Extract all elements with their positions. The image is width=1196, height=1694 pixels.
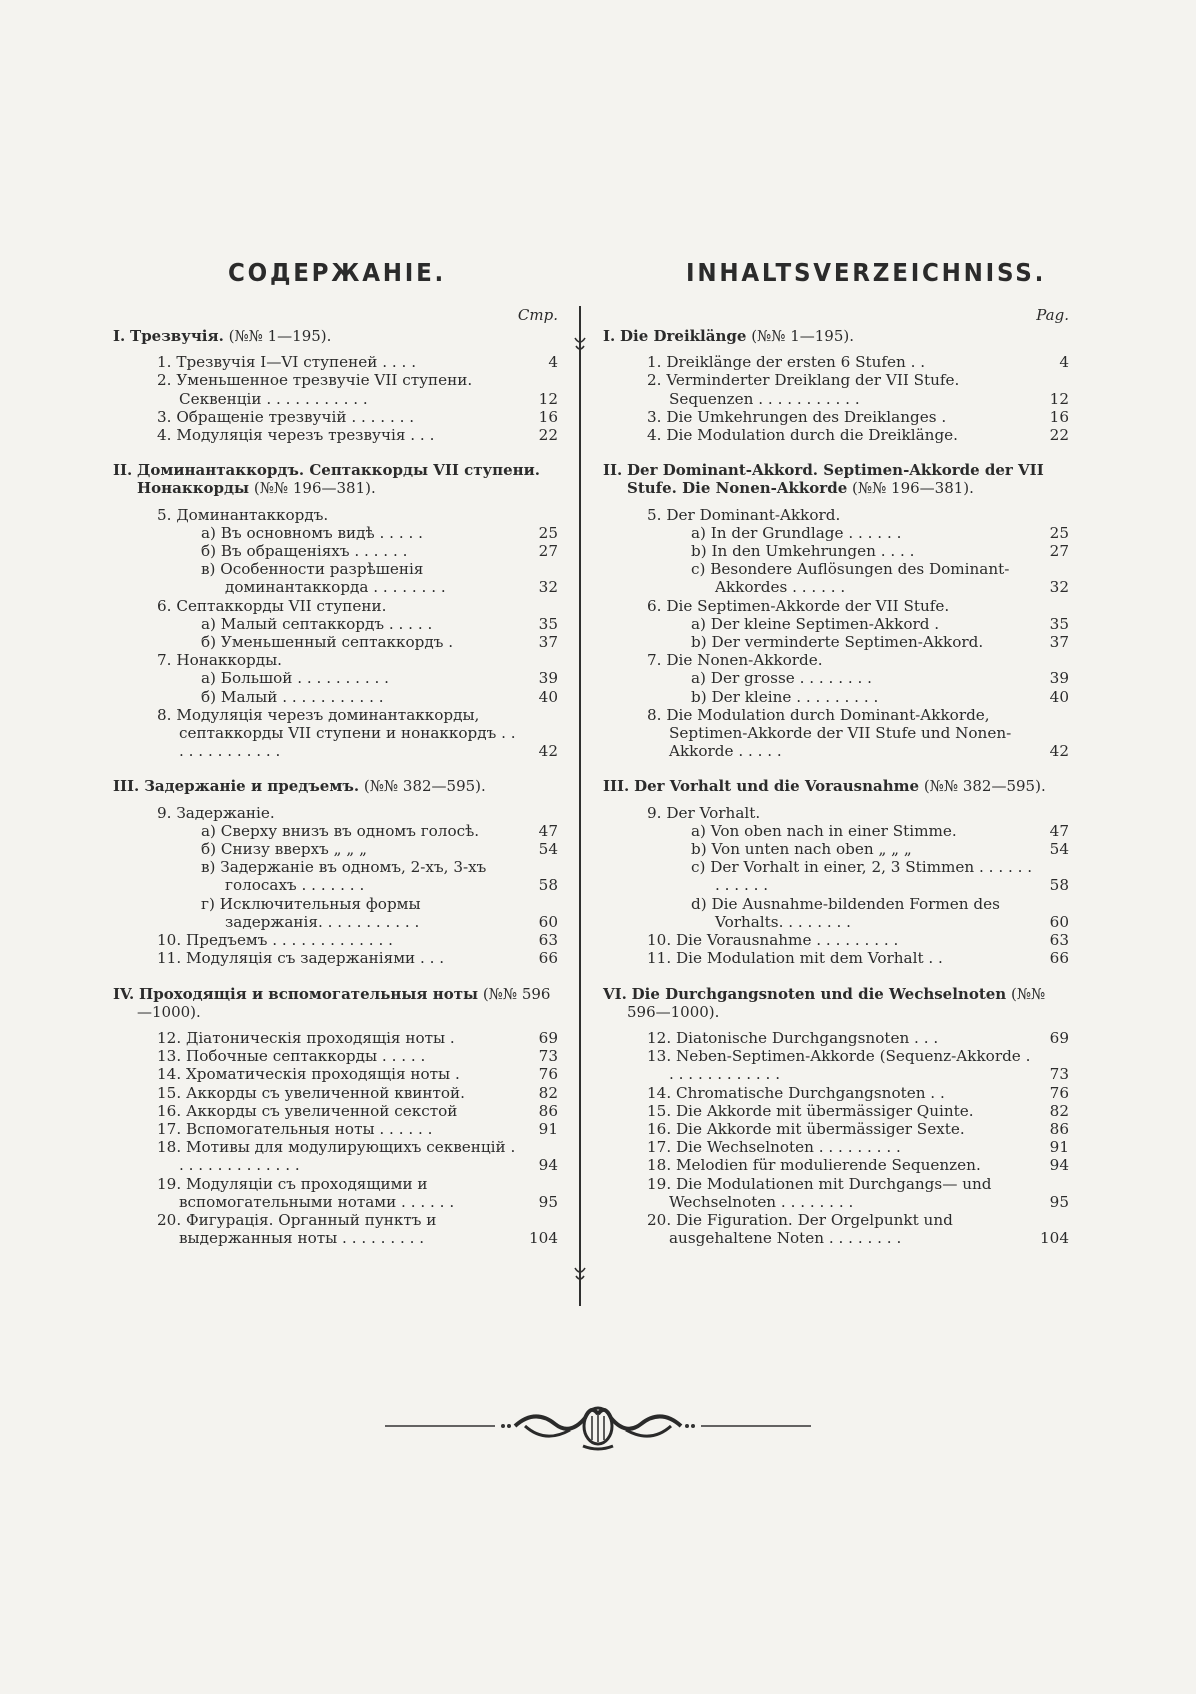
- entry-title: b) In den Umkehrungen . . . .: [691, 542, 915, 561]
- entry-title: d) Die Ausnahme-bildenden Formen des Vorhalts. . . . . . . .: [691, 894, 1000, 931]
- toc-entry[interactable]: [603, 840, 1069, 858]
- entry-title: a) Von oben nach in einer Stimme.: [691, 821, 957, 840]
- toc-entry[interactable]: [603, 524, 1069, 542]
- entry-page-number: 4: [548, 353, 558, 372]
- toc-entry[interactable]: [113, 858, 558, 894]
- toc-entry[interactable]: [113, 633, 558, 651]
- entry-page-number: 60: [538, 912, 558, 931]
- toc-entry[interactable]: [113, 1084, 558, 1102]
- entry-title: б) Уменьшенный септаккордъ .: [201, 633, 454, 652]
- entry-page-number: 104: [1040, 1229, 1069, 1248]
- entry-title: 4. Die Modulation durch die Dreiklänge.: [647, 426, 958, 445]
- entry-title: 14. Chromatische Durchgangsnoten . .: [647, 1083, 945, 1102]
- entry-page-number: 22: [538, 426, 558, 445]
- entry-title: а) Въ основномъ видѣ . . . . .: [201, 523, 423, 542]
- entry-title: 6. Die Septimen-Akkorde der VII Stufe.: [647, 596, 950, 615]
- entry-title: a) Der kleine Septimen-Akkord .: [691, 614, 940, 633]
- entry-title: 5. Der Dominant-Akkord.: [647, 505, 841, 524]
- section-heading: Проходящія и вспомогательныя ноты: [139, 984, 479, 1003]
- entry-title: 20. Фигурація. Органный пунктъ и выдержанныя ноты . . . . . . . . .: [157, 1210, 437, 1248]
- column-divider: [579, 306, 581, 1306]
- section-range: (№№ 196—381).: [253, 479, 376, 498]
- entry-page-number: 91: [1049, 1138, 1069, 1157]
- entry-page-number: 35: [1049, 614, 1069, 633]
- entry-page-number: 58: [1049, 876, 1069, 895]
- section-range: (№№ 196—381).: [852, 479, 974, 498]
- entry-page-number: 27: [538, 542, 558, 561]
- toc-entry[interactable]: [603, 822, 1069, 840]
- entry-page-number: 86: [1049, 1119, 1069, 1138]
- entry-page-number: 76: [1049, 1083, 1069, 1102]
- toc-entry[interactable]: [603, 506, 1069, 524]
- section-number: III.: [113, 777, 140, 796]
- entry-page-number: 16: [1049, 407, 1069, 426]
- toc-entry[interactable]: [113, 1138, 558, 1174]
- divider-ornament-top-icon: [572, 332, 588, 356]
- entry-page-number: 82: [1049, 1101, 1069, 1120]
- toc-entry[interactable]: [603, 858, 1069, 894]
- entry-title: в) Задержаніе въ одномъ, 2-хъ, 3-хъ голосахъ . . . . . . .: [201, 858, 487, 895]
- toc-entry[interactable]: [113, 524, 558, 542]
- toc-entry[interactable]: [113, 822, 558, 840]
- entry-page-number: 25: [1049, 523, 1069, 542]
- entry-page-number: 40: [1049, 687, 1069, 706]
- toc-entry[interactable]: [603, 633, 1069, 651]
- entry-page-number: 35: [538, 614, 558, 633]
- entry-page-number: 12: [1049, 389, 1069, 408]
- entry-title: 19. Die Modulationen mit Durchgangs— und Wechselnoten . . . . . . . .: [647, 1174, 992, 1211]
- entry-page-number: 39: [538, 669, 558, 688]
- entry-title: 18. Мотивы для модулирующихъ секвенцій . . . . . . . . . . . . . .: [157, 1138, 516, 1175]
- entry-page-number: 4: [1059, 353, 1069, 372]
- entry-page-number: 94: [538, 1156, 558, 1175]
- section-title: [113, 985, 558, 1021]
- entry-title: 12. Діатоническія проходящія ноты .: [157, 1028, 455, 1047]
- entry-title: 17. Вспомогательныя ноты . . . . . .: [157, 1119, 433, 1138]
- toc-entry[interactable]: [113, 651, 558, 669]
- toc-entry[interactable]: [113, 597, 558, 615]
- toc-entry[interactable]: [603, 560, 1069, 596]
- entry-title: б) Снизу вверхъ „ „ „: [201, 840, 367, 859]
- entry-page-number: 54: [538, 840, 558, 859]
- entry-title: 12. Diatonische Durchgangsnoten . . .: [647, 1028, 939, 1047]
- entry-title: a) In der Grundlage . . . . . .: [691, 523, 902, 542]
- toc-section: [113, 985, 558, 1248]
- toc-entry[interactable]: [603, 1084, 1069, 1102]
- entry-page-number: 69: [1049, 1028, 1069, 1047]
- german-toc-column: [603, 306, 1069, 1248]
- section-heading: Die Durchgangsnoten und die Wechselnoten: [631, 984, 1007, 1003]
- toc-section: [113, 461, 558, 760]
- toc-section: [113, 327, 558, 444]
- toc-entry[interactable]: [603, 408, 1069, 426]
- toc-entry[interactable]: [603, 542, 1069, 560]
- entry-title: c) Der Vorhalt in einer, 2, 3 Stimmen . . . . . . . . . . . .: [691, 858, 1033, 895]
- entry-title: г) Исключительныя формы задержанія. . . . . . . . . . .: [201, 894, 421, 931]
- section-range: (№№ 1—195).: [751, 327, 854, 345]
- entry-title: 3. Die Umkehrungen des Dreiklanges .: [647, 407, 947, 426]
- toc-entry[interactable]: [113, 1047, 558, 1065]
- toc-entry[interactable]: [603, 949, 1069, 967]
- section-title: [113, 461, 558, 497]
- entry-page-number: 47: [1049, 821, 1069, 840]
- entry-title: а) Малый септаккордъ . . . . .: [201, 614, 433, 633]
- entry-page-number: 76: [538, 1065, 558, 1084]
- entry-title: 4. Модуляція черезъ трезвучія . . .: [157, 426, 435, 445]
- toc-entry[interactable]: [113, 1120, 558, 1138]
- entry-page-number: 37: [1049, 633, 1069, 652]
- entry-title: 13. Побочные септаккорды . . . . .: [157, 1047, 426, 1066]
- entry-title: а) Большой . . . . . . . . . .: [201, 669, 389, 688]
- toc-entry[interactable]: [603, 706, 1069, 761]
- section-number: II.: [603, 461, 623, 480]
- section-title: [603, 461, 1069, 497]
- toc-entry[interactable]: [603, 615, 1069, 633]
- toc-entry[interactable]: [113, 669, 558, 687]
- entry-page-number: 25: [538, 523, 558, 542]
- section-title: [113, 327, 558, 345]
- entry-page-number: 22: [1049, 426, 1069, 445]
- entry-title: 9. Задержаніе.: [157, 803, 275, 822]
- entry-page-number: 16: [538, 407, 558, 426]
- entry-page-number: 58: [538, 876, 558, 895]
- entry-title: 9. Der Vorhalt.: [647, 803, 761, 822]
- russian-heading: СОДЕРЖАНІЕ.: [228, 258, 447, 287]
- toc-entry[interactable]: [603, 1120, 1069, 1138]
- entry-title: b) Von unten nach oben „ „ „: [691, 840, 912, 859]
- entry-title: 7. Нонаккорды.: [157, 651, 283, 670]
- section-number: I.: [603, 327, 616, 345]
- section-title: [603, 777, 1069, 795]
- entry-title: 18. Melodien für modulierende Sequenzen.: [647, 1156, 981, 1175]
- entry-title: 1. Dreiklänge der ersten 6 Stufen . .: [647, 353, 926, 372]
- toc-section: [603, 461, 1069, 760]
- entry-page-number: 104: [529, 1229, 558, 1248]
- toc-entry[interactable]: [113, 1175, 558, 1211]
- entry-title: б) Малый . . . . . . . . . . .: [201, 687, 384, 706]
- entry-title: 17. Die Wechselnoten . . . . . . . . .: [647, 1138, 901, 1157]
- entry-page-number: 86: [538, 1101, 558, 1120]
- toc-entry[interactable]: [603, 1138, 1069, 1156]
- toc-entry[interactable]: [603, 1156, 1069, 1174]
- entry-title: 1. Трезвучія I—VI ступеней . . . .: [157, 353, 417, 372]
- toc-entry[interactable]: [603, 931, 1069, 949]
- entry-title: 13. Neben-Septimen-Akkorde (Sequenz-Akkorde . . . . . . . . . . . . .: [647, 1047, 1031, 1084]
- entry-title: 19. Модуляціи съ проходящими и вспомогательными нотами . . . . . .: [157, 1174, 455, 1211]
- section-heading: Der Dominant-Akkord. Septimen-Akkorde der VII Stufe. Die Nonen-Akkorde: [627, 461, 1044, 498]
- section-heading: Задержаніе и предъемъ.: [144, 777, 360, 796]
- entry-page-number: 32: [1049, 578, 1069, 597]
- toc-entry[interactable]: [113, 688, 558, 706]
- entry-title: 2. Уменьшенное трезвучіе VII ступени. Секвенціи . . . . . . . . . . .: [157, 371, 473, 408]
- entry-page-number: 27: [1049, 542, 1069, 561]
- entry-title: 16. Die Akkorde mit übermässiger Sexte.: [647, 1119, 965, 1138]
- toc-entry[interactable]: [603, 651, 1069, 669]
- toc-entry[interactable]: [113, 506, 558, 524]
- entry-page-number: 37: [538, 633, 558, 652]
- entry-title: 20. Die Figuration. Der Orgelpunkt und ausgehaltene Noten . . . . . . . .: [647, 1210, 953, 1248]
- page-label: Pag.: [1036, 306, 1069, 324]
- entry-title: c) Besondere Auflösungen des Dominant-Akkordes . . . . . .: [691, 560, 1010, 597]
- entry-page-number: 66: [1049, 949, 1069, 968]
- section-range: (№№ 596—1000).: [627, 984, 1046, 1021]
- entry-title: 11. Die Modulation mit dem Vorhalt . .: [647, 949, 943, 968]
- entry-page-number: 94: [1049, 1156, 1069, 1175]
- entry-page-number: 42: [1049, 742, 1069, 761]
- section-range: (№№ 382—595).: [363, 777, 486, 796]
- toc-entry[interactable]: [113, 353, 558, 371]
- section-number: IV.: [113, 984, 135, 1003]
- entry-page-number: 73: [538, 1047, 558, 1066]
- german-heading: INHALTSVERZEICHNISS.: [686, 258, 1047, 287]
- lyre-ornament-icon: [385, 1396, 811, 1452]
- toc-entry[interactable]: [113, 426, 558, 444]
- section-title: [603, 327, 1069, 345]
- toc-entry[interactable]: [113, 560, 558, 596]
- entry-page-number: 82: [538, 1083, 558, 1102]
- section-number: II.: [113, 461, 133, 480]
- section-number: I.: [113, 327, 126, 345]
- entry-title: a) Der grosse . . . . . . . .: [691, 669, 873, 688]
- toc-entry[interactable]: [113, 1065, 558, 1083]
- entry-title: 7. Die Nonen-Akkorde.: [647, 651, 823, 670]
- section-heading: Трезвучія.: [130, 327, 224, 345]
- entry-title: 15. Die Akkorde mit übermässiger Quinte.: [647, 1101, 974, 1120]
- entry-title: 5. Доминантаккордъ.: [157, 505, 329, 524]
- toc-entry[interactable]: [603, 1047, 1069, 1083]
- section-range: (№№ 382—595).: [923, 777, 1046, 796]
- entry-title: 8. Модуляція черезъ доминантаккорды, септаккорды VII ступени и нонаккордъ . . . . . . . . . . . . .: [157, 705, 516, 761]
- russian-toc-column: [113, 306, 558, 1248]
- section-number: III.: [603, 777, 630, 796]
- entry-page-number: 47: [538, 821, 558, 840]
- entry-title: б) Въ обращеніяхъ . . . . . .: [201, 542, 408, 561]
- toc-entry[interactable]: [113, 1211, 558, 1247]
- toc-entry[interactable]: [113, 949, 558, 967]
- section-number: VI.: [603, 984, 627, 1003]
- toc-entry[interactable]: [113, 371, 558, 407]
- toc-entry[interactable]: [603, 353, 1069, 371]
- toc-entry[interactable]: [603, 688, 1069, 706]
- toc-section: [113, 777, 558, 967]
- entry-title: 10. Die Vorausnahme . . . . . . . . .: [647, 931, 899, 950]
- entry-page-number: 63: [538, 931, 558, 950]
- section-range: (№№ 596—1000).: [137, 984, 551, 1021]
- toc-entry[interactable]: [603, 804, 1069, 822]
- entry-page-number: 66: [538, 949, 558, 968]
- section-heading: Die Dreiklänge: [620, 327, 747, 345]
- toc-entry[interactable]: [113, 615, 558, 633]
- entry-page-number: 12: [538, 389, 558, 408]
- entry-page-number: 63: [1049, 931, 1069, 950]
- entry-title: 11. Модуляція съ задержаніями . . .: [157, 949, 445, 968]
- entry-title: 3. Обращеніе трезвучій . . . . . . .: [157, 407, 415, 426]
- entry-page-number: 39: [1049, 669, 1069, 688]
- entry-page-number: 42: [538, 742, 558, 761]
- toc-section: [603, 985, 1069, 1248]
- toc-section: [603, 777, 1069, 967]
- entry-page-number: 95: [538, 1192, 558, 1211]
- toc-entry[interactable]: [603, 895, 1069, 931]
- entry-title: b) Der kleine . . . . . . . . .: [691, 687, 879, 706]
- section-title: [113, 777, 558, 795]
- section-range: (№№ 1—195).: [228, 327, 332, 345]
- toc-entry[interactable]: [603, 1175, 1069, 1211]
- toc-entry[interactable]: [603, 1029, 1069, 1047]
- section-title: [603, 985, 1069, 1021]
- toc-entry[interactable]: [113, 542, 558, 560]
- page-label: Стр.: [517, 306, 558, 324]
- entry-title: а) Сверху внизъ въ одномъ голосѣ.: [201, 821, 480, 840]
- entry-title: 2. Verminderter Dreiklang der VII Stufe. Sequenzen . . . . . . . . . . .: [647, 371, 960, 408]
- entry-title: 10. Предъемъ . . . . . . . . . . . . .: [157, 931, 393, 950]
- toc-entry[interactable]: [113, 408, 558, 426]
- toc-entry[interactable]: [603, 669, 1069, 687]
- toc-entry[interactable]: [113, 1029, 558, 1047]
- toc-entry[interactable]: [603, 371, 1069, 407]
- entry-title: в) Особенности разрѣшенія доминантаккорда . . . . . . . .: [201, 560, 446, 597]
- toc-section: [603, 327, 1069, 444]
- section-heading: Der Vorhalt und die Vorausnahme: [634, 777, 920, 796]
- entry-page-number: 40: [538, 687, 558, 706]
- entry-title: 14. Хроматическія проходящія ноты .: [157, 1065, 460, 1084]
- entry-title: 6. Септаккорды VII ступени.: [157, 596, 387, 615]
- entry-page-number: 69: [538, 1028, 558, 1047]
- entry-page-number: 95: [1049, 1192, 1069, 1211]
- toc-entry[interactable]: [603, 426, 1069, 444]
- entry-page-number: 32: [538, 578, 558, 597]
- divider-ornament-bottom-icon: [572, 1262, 588, 1286]
- toc-entry[interactable]: [603, 597, 1069, 615]
- entry-title: 16. Аккорды съ увеличенной секстой: [157, 1101, 458, 1120]
- toc-entry[interactable]: [113, 706, 558, 761]
- entry-title: b) Der verminderte Septimen-Akkord.: [691, 633, 984, 652]
- entry-page-number: 91: [538, 1119, 558, 1138]
- toc-entry[interactable]: [113, 895, 558, 931]
- section-heading: Доминантаккордъ. Септаккорды VII ступени. Нонаккорды: [137, 461, 541, 498]
- entry-page-number: 60: [1049, 912, 1069, 931]
- toc-entry[interactable]: [113, 840, 558, 858]
- entry-title: 15. Аккорды съ увеличенной квинтой.: [157, 1083, 465, 1102]
- entry-page-number: 73: [1049, 1065, 1069, 1084]
- entry-page-number: 54: [1049, 840, 1069, 859]
- toc-entry[interactable]: [603, 1211, 1069, 1247]
- toc-entry[interactable]: [113, 804, 558, 822]
- toc-entry[interactable]: [113, 1102, 558, 1120]
- entry-title: 8. Die Modulation durch Dominant-Akkorde, Septimen-Akkorde der VII Stufe und Nonen-Akkorde . . . . .: [647, 705, 1012, 761]
- toc-entry[interactable]: [603, 1102, 1069, 1120]
- toc-entry[interactable]: [113, 931, 558, 949]
